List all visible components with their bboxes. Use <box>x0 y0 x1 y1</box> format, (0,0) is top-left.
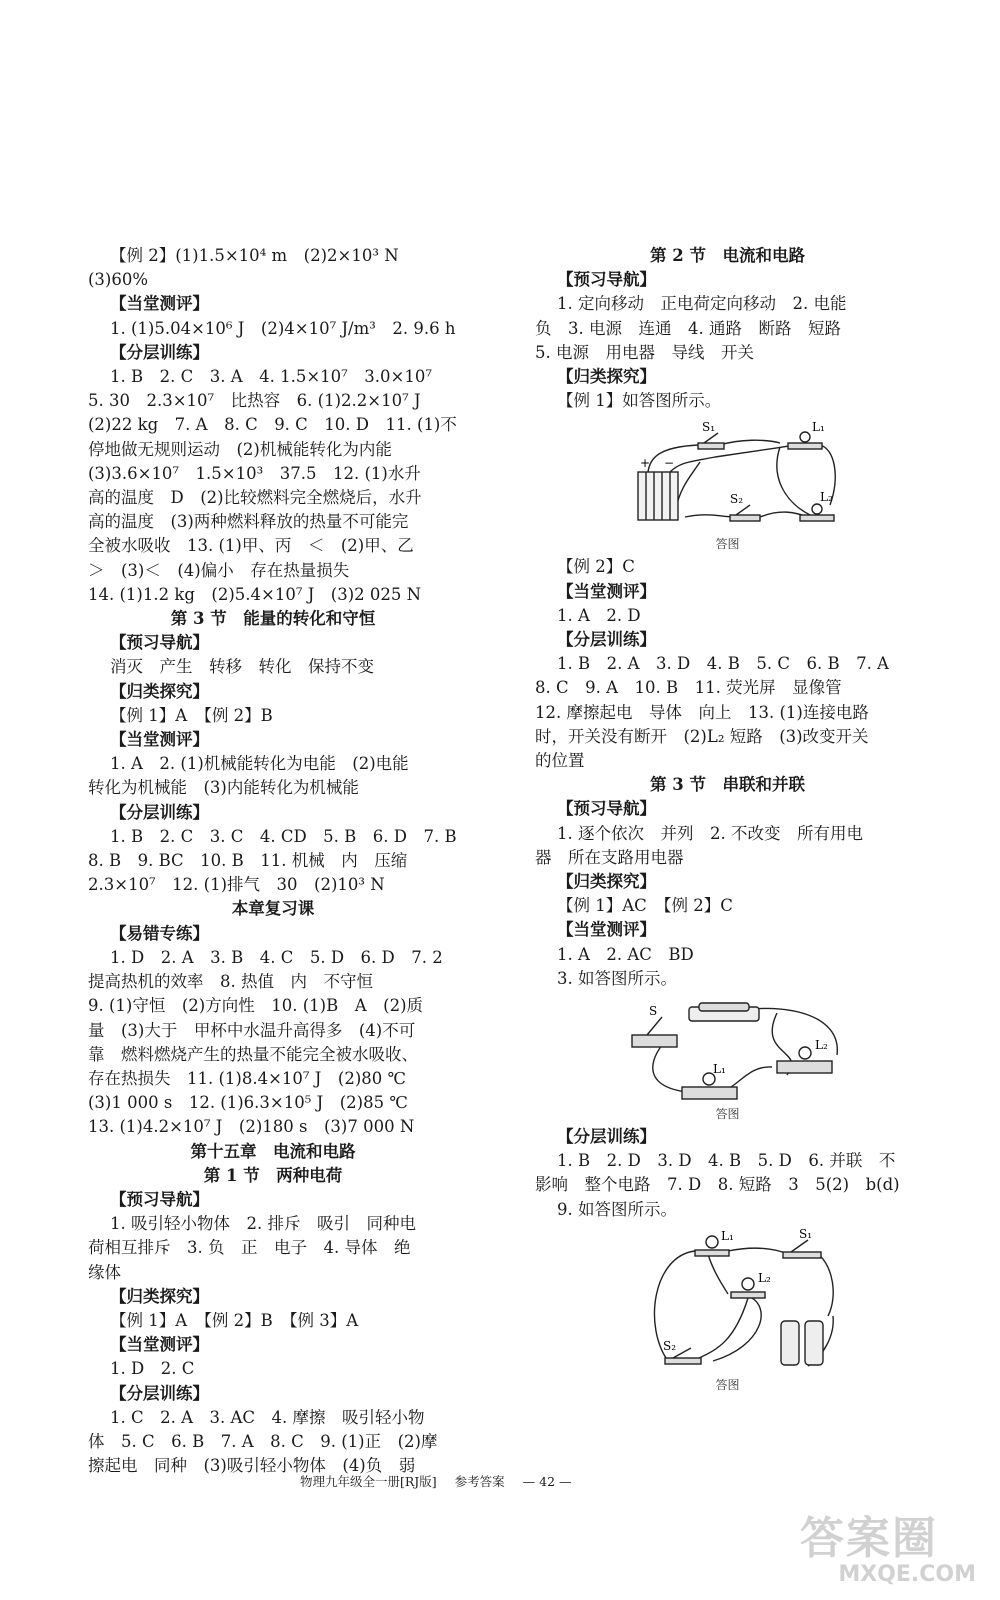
answer-line: 1. 吸引轻小物体 2. 排斥 吸引 同种电 <box>110 1214 416 1234</box>
circuit-figure-1 <box>535 417 920 551</box>
subsection-tag: 【预习导航】 <box>110 1189 209 1209</box>
answer-line: 体 5. C 6. B 7. A 8. C 9. (1)正 (2)摩 <box>88 1431 438 1451</box>
subsection-tag: 【当堂测评】 <box>110 730 209 750</box>
subsection-tag: 【预习导航】 <box>110 633 209 653</box>
answer-line: 14. (1)1.2 kg (2)5.4×10⁷ J (3)2 025 N <box>88 584 422 604</box>
label-l2: L₂ <box>820 490 833 505</box>
answer-line: 擦起电 同种 (3)吸引轻小物体 (4)负 弱 <box>88 1456 416 1476</box>
answer-line: 1. B 2. C 3. C 4. CD 5. B 6. D 7. B <box>110 826 457 846</box>
subsection-tag: 【分层训练】 <box>110 802 209 822</box>
answer-line: 1. B 2. C 3. A 4. 1.5×10⁷ 3.0×10⁷ <box>110 367 432 387</box>
answer-line: (3)60% <box>88 270 149 290</box>
answer-line: 负 3. 电源 连通 4. 通路 断路 短路 <box>535 318 841 338</box>
section-heading: 第 2 节 电流和电路 <box>650 246 805 265</box>
answer-line: 提高热机的效率 8. 热值 内 不守恒 <box>88 972 373 992</box>
answer-line: 全被水吸收 13. (1)甲、丙 ＜ (2)甲、乙 <box>88 536 414 556</box>
section-heading: 第十五章 电流和电路 <box>190 1141 356 1161</box>
section-heading: 第 3 节 能量的转化和守恒 <box>170 609 376 629</box>
label-l1: L₁ <box>812 420 825 435</box>
footer-section: 参考答案 <box>454 1474 505 1489</box>
subsection-tag: 【分层训练】 <box>557 1127 656 1147</box>
answer-line: 9. 如答图所示。 <box>557 1199 677 1219</box>
label-plus: + <box>640 456 651 471</box>
answer-line: 8. C 9. A 10. B 11. 荧光屏 显像管 <box>535 678 842 698</box>
answer-line: 【例 1】AC 【例 2】C <box>557 896 733 916</box>
circuit-figure-2 <box>535 995 920 1121</box>
label-s: S <box>649 1004 658 1019</box>
footer-book-title: 物理九年级全一册[RJ版] <box>300 1474 437 1489</box>
answer-line: 的位置 <box>535 751 585 771</box>
answer-line: 器 所在支路用电器 <box>535 847 684 867</box>
answer-line: ＞ (3)＜ (4)偏小 存在热量损失 <box>88 560 350 580</box>
answer-line: 1. D 2. A 3. B 4. C 5. D 6. D 7. 2 <box>110 947 443 967</box>
subsection-tag: 【当堂测评】 <box>110 294 209 314</box>
answer-line: 1. A 2. D <box>557 605 641 625</box>
answer-line: 1. B 2. A 3. D 4. B 5. C 6. B 7. A <box>557 654 889 674</box>
answer-line: (3)1 000 s 12. (1)6.3×10⁵ J (2)85 ℃ <box>88 1093 408 1113</box>
subsection-tag: 【归类探究】 <box>110 1286 209 1306</box>
answer-line: 8. B 9. BC 10. B 11. 机械 内 压缩 <box>88 851 408 871</box>
label-s2: S₂ <box>663 1338 677 1353</box>
subsection-tag: 【分层训练】 <box>557 630 656 650</box>
answer-line: 【例 2】(1)1.5×10⁴ m (2)2×10³ N <box>110 246 399 265</box>
circuit-diagram-1 <box>620 417 860 537</box>
label-l2: L₂ <box>758 1270 771 1285</box>
answer-line: 13. (1)4.2×10⁷ J (2)180 s (3)7 000 N <box>88 1117 415 1137</box>
answer-line: (3)3.6×10⁷ 1.5×10³ 37.5 12. (1)水升 <box>88 463 421 483</box>
section-heading: 本章复习课 <box>231 899 315 919</box>
answer-line: 1. B 2. D 3. D 4. B 5. D 6. 并联 不 <box>557 1151 896 1171</box>
answer-line: 1. C 2. A 3. AC 4. 摩擦 吸引轻小物 <box>110 1407 425 1427</box>
answer-line: 影响 整个电路 7. D 8. 短路 3 5(2) b(d) <box>535 1175 900 1195</box>
footer-page-number: — 42 — <box>522 1474 572 1489</box>
watermark-text: 答案圈 <box>800 1513 938 1564</box>
label-l2: L₂ <box>815 1038 828 1053</box>
figure-caption: 答图 <box>715 537 740 552</box>
answer-line: 【例 1】A 【例 2】B 【例 3】A <box>110 1310 359 1330</box>
answer-line: 缘体 <box>88 1262 121 1282</box>
subsection-tag: 【预习导航】 <box>557 799 656 819</box>
answer-line: 1. 定向移动 正电荷定向移动 2. 电能 <box>557 294 847 314</box>
subsection-tag: 【归类探究】 <box>557 872 656 892</box>
answer-line: 5. 30 2.3×10⁷ 比热容 6. (1)2.2×10⁷ J <box>88 391 421 411</box>
circuit-diagram-3 <box>623 1226 863 1378</box>
section-heading: 第 1 节 两种电荷 <box>203 1165 343 1185</box>
answer-line: 高的温度 (3)两种燃料释放的热量不可能完 <box>88 512 409 532</box>
subsection-tag: 【归类探究】 <box>110 681 209 701</box>
label-minus: − <box>664 456 675 471</box>
answer-line: 【例 1】如答图所示。 <box>557 391 722 411</box>
section-heading: 第 3 节 串联和并联 <box>650 775 805 795</box>
answer-line: 3. 如答图所示。 <box>557 968 677 988</box>
page-footer <box>300 1472 700 1490</box>
label-l1: L₁ <box>721 1228 734 1243</box>
answer-line: 5. 电源 用电器 导线 开关 <box>535 342 754 362</box>
right-block-a <box>535 244 920 413</box>
subsection-tag: 【分层训练】 <box>110 342 209 362</box>
subsection-tag: 【当堂测评】 <box>557 581 656 601</box>
answer-line: 转化为机械能 (3)内能转化为机械能 <box>88 778 359 798</box>
answer-line: 2.3×10⁷ 12. (1)排气 30 (2)10³ N <box>88 875 385 895</box>
circuit-diagram-2 <box>627 995 867 1107</box>
subsection-tag: 【当堂测评】 <box>557 920 656 940</box>
answer-line: 存在热损失 11. (1)8.4×10⁷ J (2)80 ℃ <box>88 1068 406 1088</box>
answer-line: 9. (1)守恒 (2)方向性 10. (1)B A (2)质 <box>88 996 424 1016</box>
answer-line: 停地做无规则运动 (2)机械能转化为内能 <box>88 439 392 459</box>
label-s1: S₁ <box>799 1226 813 1241</box>
right-block-c <box>535 1125 920 1222</box>
subsection-tag: 【易错专练】 <box>110 923 209 943</box>
right-block-b <box>535 555 920 991</box>
answer-line: (2)22 kg 7. A 8. C 9. C 10. D 11. (1)不 <box>88 415 457 435</box>
answer-line: 1. D 2. C <box>110 1359 195 1379</box>
label-s1: S₁ <box>702 420 716 435</box>
subsection-tag: 【归类探究】 <box>557 367 656 387</box>
right-column <box>535 244 920 1396</box>
label-s2: S₂ <box>730 492 744 507</box>
answer-line: 靠 燃料燃烧产生的热量不能完全被水吸收、 <box>88 1044 418 1064</box>
answer-line: 消灭 产生 转移 转化 保持不变 <box>110 657 374 677</box>
subsection-tag: 【预习导航】 <box>557 270 656 290</box>
answer-line: 1. 逐个依次 并列 2. 不改变 所有用电 <box>557 823 863 843</box>
label-l1: L₁ <box>713 1062 726 1077</box>
answer-line: 时，开关没有断开 (2)L₂ 短路 (3)改变开关 <box>535 726 869 746</box>
answer-line: 1. A 2. AC BD <box>557 944 694 964</box>
answer-line: 【例 2】C <box>557 557 635 577</box>
circuit-figure-3 <box>535 1226 920 1392</box>
answer-line: 1. A 2. (1)机械能转化为电能 (2)电能 <box>110 754 409 774</box>
watermark-logo <box>800 1515 990 1595</box>
answer-line: 荷相互排斥 3. 负 正 电子 4. 导体 绝 <box>88 1238 411 1258</box>
answer-line: 高的温度 D (2)比较燃料完全燃烧后，水升 <box>88 488 422 508</box>
figure-caption: 答图 <box>715 1107 740 1122</box>
answer-line: 量 (3)大于 甲杯中水温升高得多 (4)不可 <box>88 1020 416 1040</box>
watermark-url: MXQE.COM <box>838 1562 976 1587</box>
left-column <box>88 244 458 1478</box>
figure-caption: 答图 <box>715 1377 740 1392</box>
answer-line: 【例 1】A 【例 2】B <box>110 705 273 725</box>
answer-line: 1. (1)5.04×10⁶ J (2)4×10⁷ J/m³ 2. 9.6 h <box>110 318 456 338</box>
answer-line: 12. 摩擦起电 导体 向上 13. (1)连接电路 <box>535 702 869 722</box>
subsection-tag: 【当堂测评】 <box>110 1335 209 1355</box>
subsection-tag: 【分层训练】 <box>110 1383 209 1403</box>
